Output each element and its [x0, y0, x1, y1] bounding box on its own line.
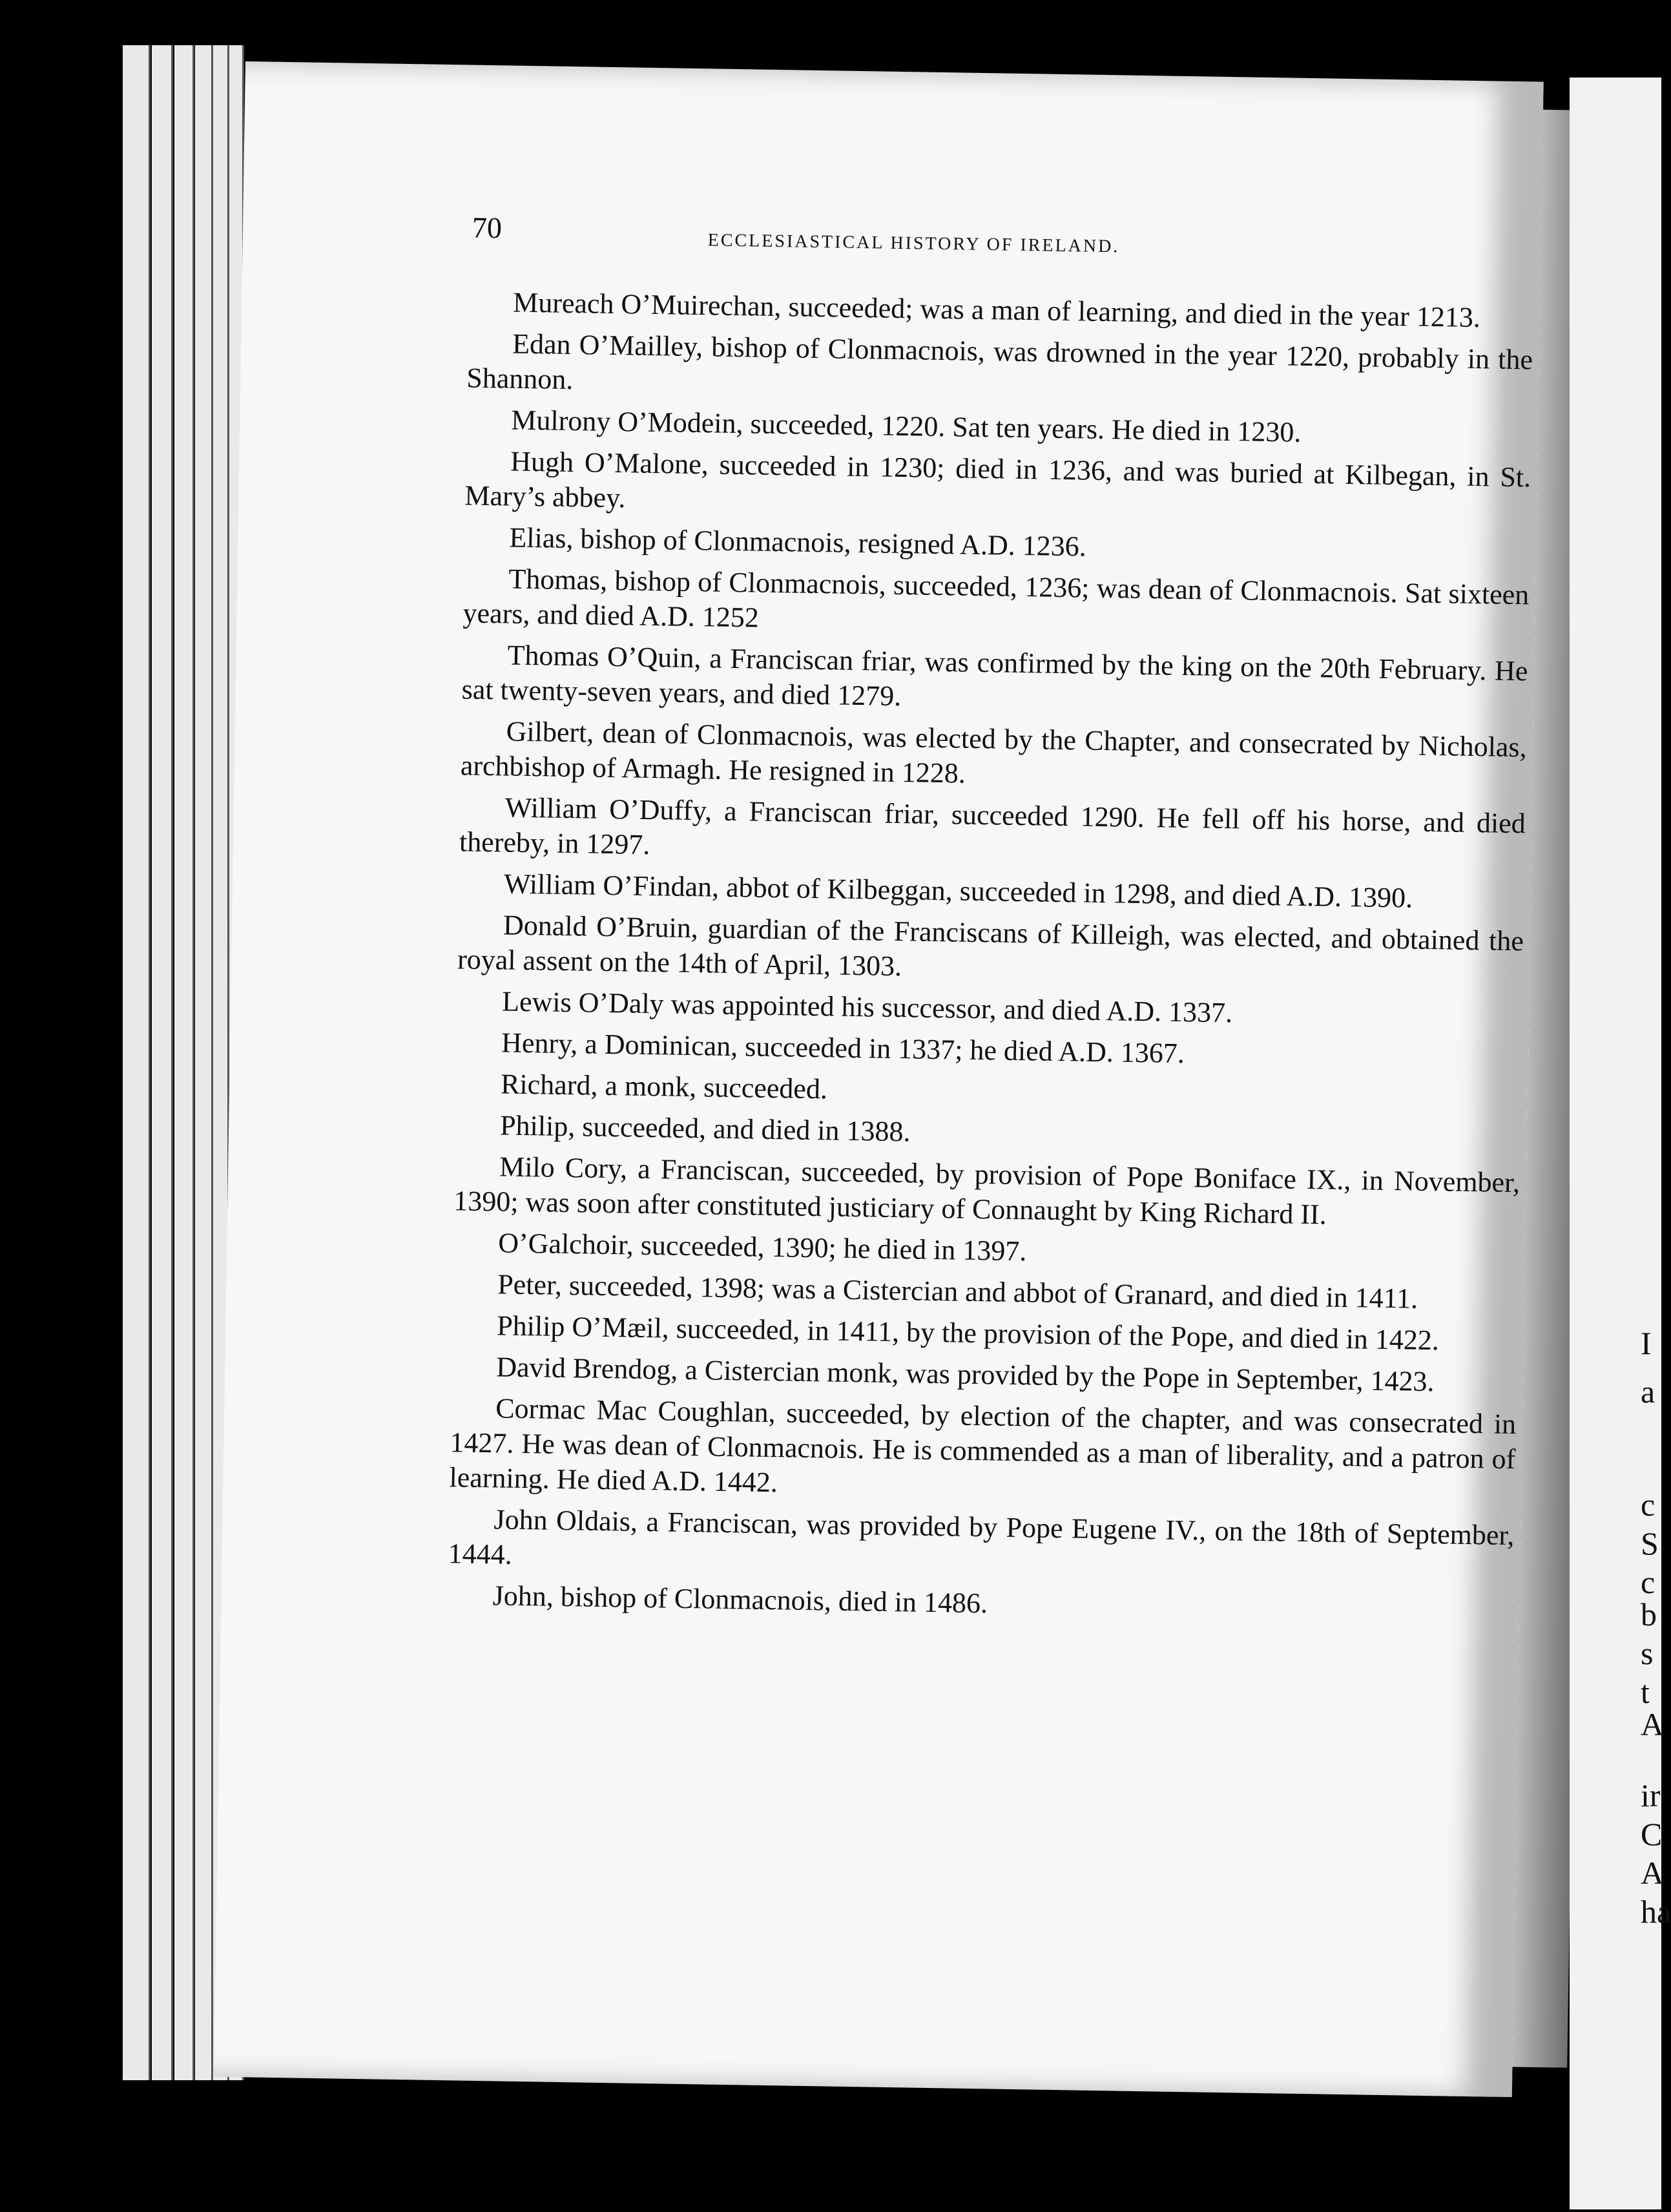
- entry: Henry, a Dominican, succeeded in 1337; he died A.D. 1367.: [501, 1027, 1185, 1070]
- facing-fragment: S: [1641, 1525, 1659, 1561]
- entry: John Oldais, a Franciscan, was provided by Pope Eugene IV., on the 18th of September, 1444.: [448, 1503, 1515, 1570]
- text-block: [448, 65, 1533, 1620]
- book-page: [214, 61, 1544, 2097]
- entry: Mulrony O’Modein, succeeded, 1220. Sat ten years. He died in 1230.: [510, 404, 1302, 448]
- running-head: ECCLESIASTICAL HISTORY OF IRELAND.: [707, 230, 1120, 257]
- facing-fragment: ir: [1641, 1777, 1661, 1813]
- facing-fragment: c: [1641, 1487, 1655, 1523]
- facing-fragment: a: [1641, 1373, 1655, 1410]
- entry: Edan O’Mailley, bishop of Clonmacnois, was drowned in the year 1220, probably in the Shannon.: [466, 328, 1533, 396]
- entry: Mureach O’Muirechan, succeeded; was a man of learning, and died in the year 1213.: [512, 286, 1481, 334]
- entry: Gilbert, dean of Clonmacnois, was elected by the Chapter, and consecrated by Nicholas, archbishop of Armagh. He resigned in 1228.: [460, 715, 1527, 789]
- entry: Philip, succeeded, and died in 1388.: [499, 1109, 911, 1148]
- entry: Milo Cory, a Franciscan, succeeded, by provision of Pope Boniface IX., in November, 1390; was soon after constituted justiciary of Connaught by King Richard II.: [453, 1151, 1521, 1231]
- entry: Philip O’Mæil, succeeded, in 1411, by the provision of the Pope, and died in 1422.: [496, 1309, 1440, 1357]
- entry: William O’Findan, abbot of Kilbeggan, succeeded in 1298, and died A.D. 1390.: [503, 868, 1413, 914]
- facing-fragment: C: [1641, 1816, 1663, 1852]
- entry: William O’Duffy, a Franciscan friar, succeeded 1290. He fell off his horse, and died thereby, in 1297.: [459, 791, 1526, 861]
- entry: Elias, bishop of Clonmacnois, resigned A.D. 1236.: [509, 521, 1087, 563]
- entry: Thomas, bishop of Clonmacnois, succeeded, 1236; was dean of Clonmacnois. Sat sixteen years, and died A.D. 1252: [462, 563, 1530, 634]
- entry: Hugh O’Malone, succeeded in 1230; died in 1236, and was buried at Kilbegan, in St. Mary’s abbey.: [464, 445, 1531, 514]
- entry: Richard, a monk, succeeded.: [500, 1068, 828, 1105]
- facing-fragment: A: [1641, 1855, 1665, 1891]
- facing-fragment: A: [1641, 1706, 1665, 1742]
- entry: David Brendog, a Cistercian monk, was provided by the Pope in September, 1423.: [495, 1351, 1435, 1398]
- facing-fragment: c: [1641, 1564, 1655, 1600]
- entry: Peter, succeeded, 1398; was a Cistercian and abbot of Granard, and died in 1411.: [497, 1268, 1418, 1315]
- entry: O’Galchoir, succeeded, 1390; he died in 1397.: [497, 1227, 1027, 1268]
- entry-list: [447, 284, 1533, 1636]
- facing-fragment: ha: [1641, 1894, 1671, 1930]
- facing-fragment: I: [1641, 1325, 1652, 1361]
- entry: Cormac Mac Coughlan, succeeded, by election of the chapter, and was consecrated in 1427. He was dean of Clonmacnois. He is commended as a man of liberality, and a patron of learning. He died A.D. 1442.: [449, 1392, 1517, 1499]
- facing-fragment: s: [1641, 1635, 1654, 1671]
- facing-fragment: b: [1641, 1596, 1657, 1633]
- entry: Thomas O’Quin, a Franciscan friar, was confirmed by the king on the 20th February. He sat twenty-seven years, and died 1279.: [461, 639, 1528, 713]
- entry: Lewis O’Daly was appointed his successor, and died A.D. 1337.: [501, 985, 1233, 1029]
- entry: John, bishop of Clonmacnois, died in 1486.: [492, 1580, 988, 1620]
- entry: Donald O’Bruin, guardian of the Franciscans of Killeigh, was elected, and obtained the royal assent on the 14th of April, 1303.: [457, 909, 1524, 983]
- facing-fragment: t: [1641, 1674, 1650, 1710]
- page-number: 70: [472, 211, 503, 245]
- facing-page: [1570, 78, 1671, 2209]
